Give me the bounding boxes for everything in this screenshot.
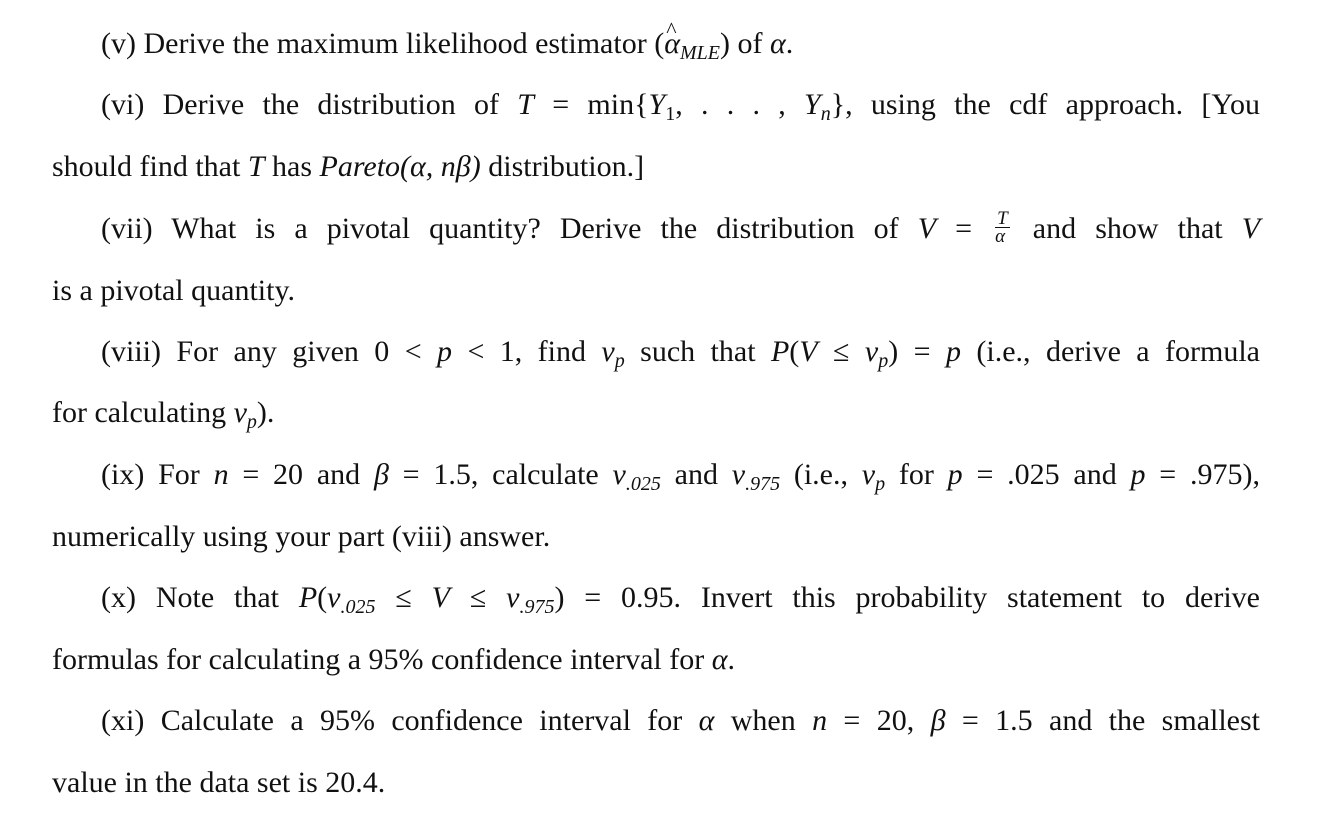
item-vi-line — [0, 87, 1260, 123]
v-975-2: v — [506, 581, 520, 614]
item-ix-text-b: (i.e., — [780, 458, 862, 491]
item-ix-text: For — [158, 458, 214, 491]
item-x-text: Note that — [155, 581, 299, 614]
n-symbol-2: n — [812, 704, 828, 737]
open-paren-2: ( — [317, 581, 328, 614]
item-v-period: . — [785, 27, 794, 60]
P-symbol: P — [770, 335, 790, 368]
subscript-p-2: p — [878, 350, 889, 372]
v-025: v — [612, 458, 626, 491]
subscript-025-2: .025 — [340, 596, 376, 618]
item-vi-cont — [0, 149, 1332, 185]
subscript-975: .975 — [745, 473, 781, 495]
subscript-1: 1 — [665, 103, 676, 125]
item-vi-label: (vi) — [101, 88, 145, 121]
item-vi-text-b: }, using the cdf approach. [You — [830, 88, 1261, 121]
item-xi-text: Calculate a 95% confidence interval for — [160, 704, 699, 737]
v-symbol-3: v — [233, 396, 247, 429]
item-viii-line — [0, 334, 1260, 370]
subscript-p: p — [614, 350, 625, 372]
v-symbol: v — [601, 335, 615, 368]
fraction-denominator: α — [995, 225, 1006, 247]
Yn-symbol: Y — [804, 88, 821, 121]
P-symbol-2: P — [298, 581, 318, 614]
alpha-symbol-3: α — [698, 704, 715, 737]
leq-2: ≤ — [449, 581, 507, 614]
item-ix-cont-text: numerically using your part (viii) answer. — [52, 520, 551, 553]
item-xi-line — [0, 703, 1260, 739]
v-975: v — [731, 458, 746, 491]
item-ix-eq2: = 1.5, calculate — [388, 458, 613, 491]
item-viii-cont-b: ). — [256, 396, 275, 429]
item-x-cont-b: . — [727, 643, 735, 676]
item-xi-text-c: = 1.5 and the smallest — [945, 704, 1261, 737]
V-symbol-3: V — [799, 335, 818, 368]
item-v-text: Derive the maximum likelihood estimator ( — [143, 27, 665, 60]
p-symbol: p — [437, 335, 453, 368]
item-ix-for: for — [885, 458, 948, 491]
min-expr: = min{ — [533, 88, 649, 121]
item-xi-label: (xi) — [101, 704, 145, 737]
subscript-975-2: .975 — [519, 596, 555, 618]
item-vi-cont-b: has — [264, 150, 320, 183]
item-viii-cont-a: for calculating — [52, 396, 234, 429]
subscript-p-3: p — [246, 411, 257, 433]
beta-symbol: β — [373, 458, 389, 491]
item-x-label: (x) — [101, 581, 136, 614]
item-ix-eq3: = .025 and — [962, 458, 1131, 491]
leq-1: ≤ — [375, 581, 432, 614]
ellipsis: , . . . , — [675, 88, 805, 121]
item-ix-eq4: = .975), — [1145, 458, 1260, 491]
subscript-025: .025 — [625, 473, 661, 495]
item-vii-cont-text: is a pivotal quantity. — [52, 274, 296, 307]
v-symbol-2: v — [864, 335, 879, 368]
item-xi-text-b: when — [714, 704, 813, 737]
T-symbol-2: T — [247, 150, 265, 183]
p-symbol-3: p — [947, 458, 963, 491]
item-xi-cont — [0, 765, 1332, 801]
item-viii-text-c: (i.e., derive a formula — [960, 335, 1261, 368]
p-symbol-2: p — [945, 335, 961, 368]
item-ix-and: and — [660, 458, 732, 491]
item-vii-label: (vii) — [101, 212, 153, 245]
item-v-label: (v) — [101, 27, 136, 60]
item-viii-lt: < 1, find — [452, 335, 602, 368]
item-vii-text-b: and show that — [1013, 212, 1242, 245]
item-ix-cont — [0, 519, 1332, 555]
item-vii-text: What is a pivotal quantity? Derive the distribution of — [171, 212, 918, 245]
item-vii-cont — [0, 273, 1332, 309]
item-ix-label: (ix) — [101, 458, 145, 491]
mle-subscript: MLE — [679, 42, 720, 64]
v-025-2: v — [327, 581, 341, 614]
item-viii-text: For any given 0 < — [176, 335, 438, 368]
close-paren-eq: ) = — [888, 335, 946, 368]
alpha-hat: ^ α — [664, 26, 680, 62]
T-over-alpha-fraction — [995, 207, 1010, 247]
item-x-text-b: ) = 0.95. Invert this probability statement to derive — [554, 581, 1260, 614]
alpha-symbol: α — [769, 27, 786, 60]
item-xi-cont-text: value in the data set is 20.4. — [52, 766, 386, 799]
item-viii-text-b: such that — [624, 335, 771, 368]
subscript-n: n — [820, 103, 831, 125]
item-xi-eq1: = 20, — [827, 704, 931, 737]
item-vi-text: Derive the distribution of — [162, 88, 518, 121]
item-vi-cont-a: should find that — [52, 150, 248, 183]
item-x-cont-a: formulas for calculating a 95% confidence interval for — [52, 643, 712, 676]
p-symbol-4: p — [1130, 458, 1146, 491]
item-v-line — [0, 26, 1260, 62]
alpha-symbol-2: α — [711, 643, 728, 676]
v-p: v — [861, 458, 876, 491]
fraction-numerator: T — [997, 207, 1008, 229]
item-vi-cont-c: distribution.] — [480, 150, 645, 183]
item-x-line — [0, 580, 1260, 616]
pareto-dist: Pareto(α, nβ) — [319, 150, 481, 183]
V-symbol-2: V — [1241, 212, 1261, 245]
open-paren: ( — [789, 335, 800, 368]
V-symbol-4: V — [431, 581, 450, 614]
item-x-cont — [0, 642, 1332, 678]
item-ix-eq1: = 20 and — [228, 458, 374, 491]
T-symbol: T — [517, 88, 534, 121]
item-viii-cont — [0, 395, 1332, 431]
equals: = — [936, 212, 992, 245]
item-ix-line — [0, 457, 1260, 493]
leq: ≤ — [817, 335, 865, 368]
Y-symbol: Y — [648, 88, 666, 121]
item-viii-label: (viii) — [101, 335, 161, 368]
item-vii-line — [0, 207, 1261, 249]
n-symbol: n — [213, 458, 229, 491]
item-v-text-b: ) of — [719, 27, 770, 60]
V-symbol: V — [917, 212, 937, 245]
beta-symbol-2: β — [930, 704, 946, 737]
subscript-p-4: p — [875, 473, 886, 495]
